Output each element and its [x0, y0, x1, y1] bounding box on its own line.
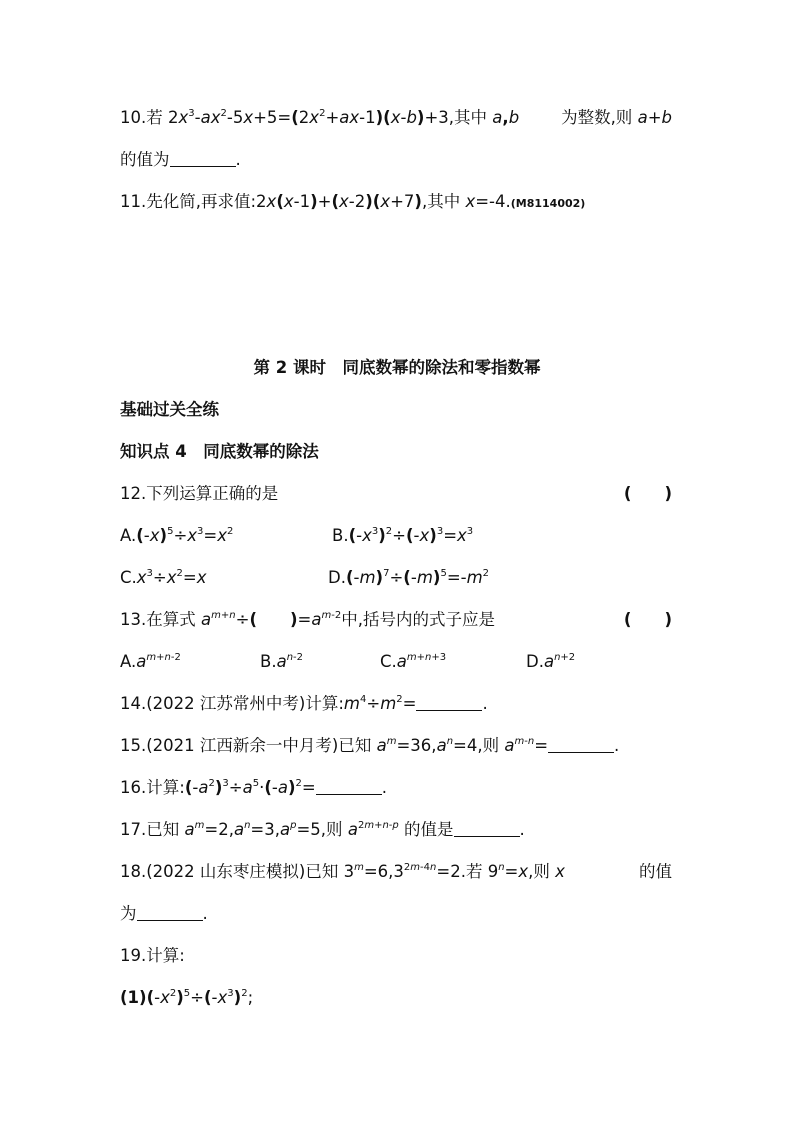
option-c[interactable]: $C.a^{m+n+3}$: [380, 652, 447, 671]
answer-blank[interactable]: [454, 820, 520, 837]
question-14: 14.(2022 江苏常州中考)计算$:m^4\div m^2=$ .: [120, 694, 488, 713]
answer-blank[interactable]: [137, 904, 203, 921]
option-c[interactable]: $C.x^3\div x^2=x$: [120, 568, 207, 587]
question-18-line2: 为 .: [120, 904, 208, 923]
question-10: 10.若 $2x^3-ax^2-5x+5=(2x^2+ax-1)(x-b)+3$,其中 a,b 为整数,则 a+b: [120, 108, 672, 127]
question-17: 17.已知 $a^m=2,a^n=3,a^p=5$,则 $a^{2m+n-p}$ 的值是 .: [120, 820, 525, 839]
answer-blank[interactable]: [416, 694, 482, 711]
question-19-part-1: $(1)(-x^2)^5\div(-x^3)^2$;: [120, 988, 254, 1007]
question-11: 11.先化简,再求值:2x(x-1)+(x-2)(x+7),其中 x=-4.(M8114002): [120, 192, 586, 211]
knowledge-point: 知识点 4 同底数幂的除法: [120, 442, 319, 461]
option-a[interactable]: $A.(-x)^5\div x^3=x^2$: [120, 526, 234, 545]
question-12-options-ab: [120, 524, 672, 548]
answer-blank[interactable]: [170, 150, 236, 167]
question-18: 18.(2022 山东枣庄模拟)已知 $3^m=6,3^{2m-4n}=2$.若 $9^n=x$,则 x 的值: [120, 862, 672, 881]
question-12-options-cd: [120, 566, 672, 590]
section-subtitle: 基础过关全练: [120, 400, 219, 419]
question-12: 12.下列运算正确的是 ( ): [120, 484, 672, 503]
option-b[interactable]: $B.a^{n-2}$: [260, 652, 304, 671]
option-b[interactable]: $B.(-x^3)^2\div(-x)^3=x^3$: [332, 526, 474, 545]
question-10-line2: 的值为 .: [120, 150, 241, 169]
option-a[interactable]: $A.a^{m+n-2}$: [120, 652, 181, 671]
question-13: 13.在算式 $a^{m+n}\div$( )$=a^{m-2}$中,括号内的式子应是 ( ): [120, 610, 672, 629]
answer-blank[interactable]: [316, 778, 382, 795]
question-13-options: [120, 650, 672, 674]
lesson-title: 第 2 课时 同底数幂的除法和零指数幂: [253, 358, 541, 377]
answer-blank[interactable]: [548, 736, 614, 753]
question-16: 16.计算$:(-a^2)^3\div a^5\cdot(-a)^2=$ .: [120, 778, 387, 797]
question-15: 15.(2021 江西新余一中月考)已知 $a^m=36,a^n=4$,则 $a^{m-n}=$ .: [120, 736, 620, 755]
option-d[interactable]: $D.(-m)^7\div(-m)^5=-m^2$: [328, 568, 490, 587]
question-19: 19.计算:: [120, 946, 185, 965]
option-d[interactable]: $D.a^{n+2}$: [526, 652, 576, 671]
